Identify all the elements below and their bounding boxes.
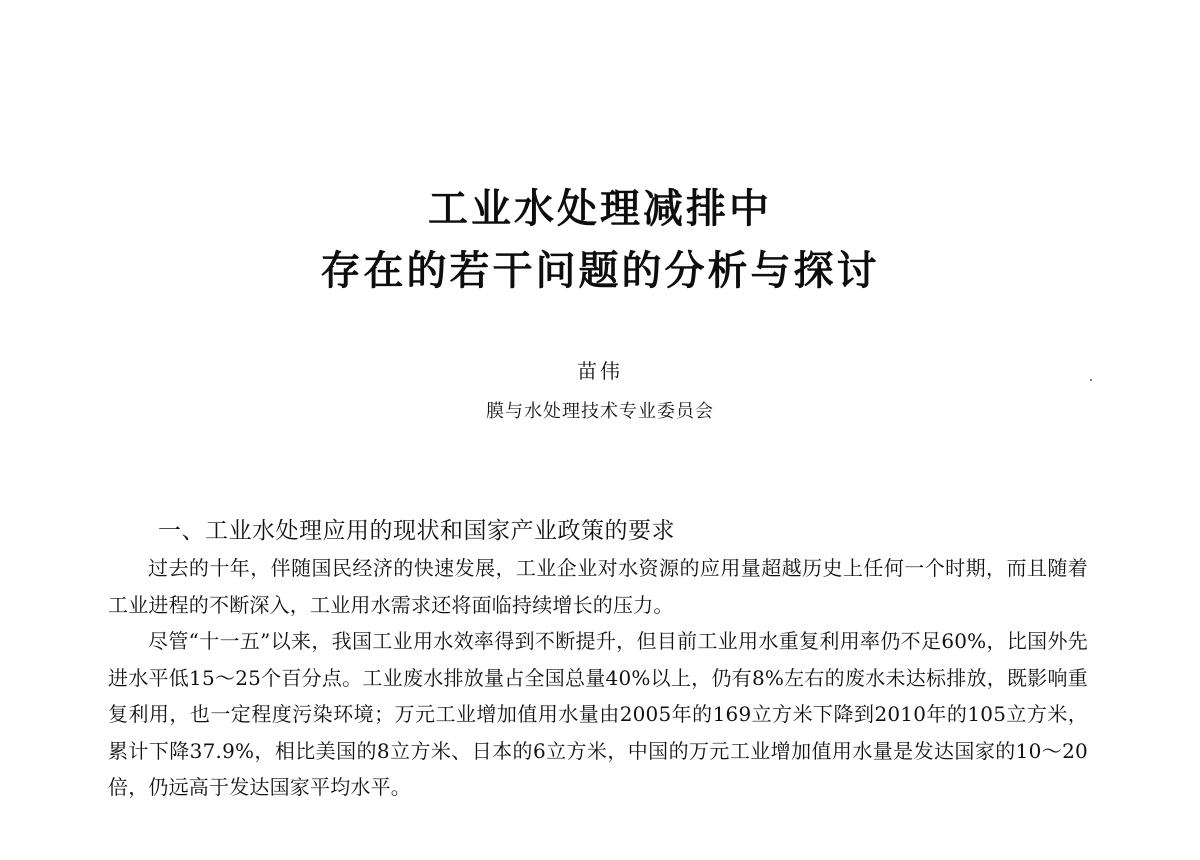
section-body <box>108 550 1088 806</box>
title-line-2: 存在的若干问题的分析与探讨 <box>320 248 880 294</box>
author-affiliation: 膜与水处理技术专业委员会 <box>486 401 714 422</box>
author-name: 苗伟 <box>577 359 623 383</box>
paragraph: 过去的十年，伴随国民经济的快速发展，工业企业对水资源的应用量超越历史上任何一个时期，而且随着工业进程的不断深入，工业用水需求还将面临持续增长的压力。 <box>108 556 1088 617</box>
paragraph: 尽管“十一五”以来，我国工业用水效率得到不断提升，但目前工业用水重复利用率仍不足60%，比国外先进水平低15～25个百分点。工业废水排放量占全国总量40%以上，仍有8%左右的废水未达标排放，既影响重复利用，也一定程度污染环境；万元工业增加值用水量由2005年的169立方米下降到2010年的105立方米，累计下降37.9%，相比美国的8立方米、日本的6立方米，中国的万元工业增加值用水量是发达国家的10～20倍，仍远高于发达国家平均水平。 <box>108 629 1088 799</box>
scan-speck <box>1090 379 1092 381</box>
title-line-1: 工业水处理减排中 <box>428 186 772 232</box>
document-title <box>0 178 1200 302</box>
section-heading: 一、工业水处理应用的现状和国家产业政策的要求 <box>158 518 675 544</box>
